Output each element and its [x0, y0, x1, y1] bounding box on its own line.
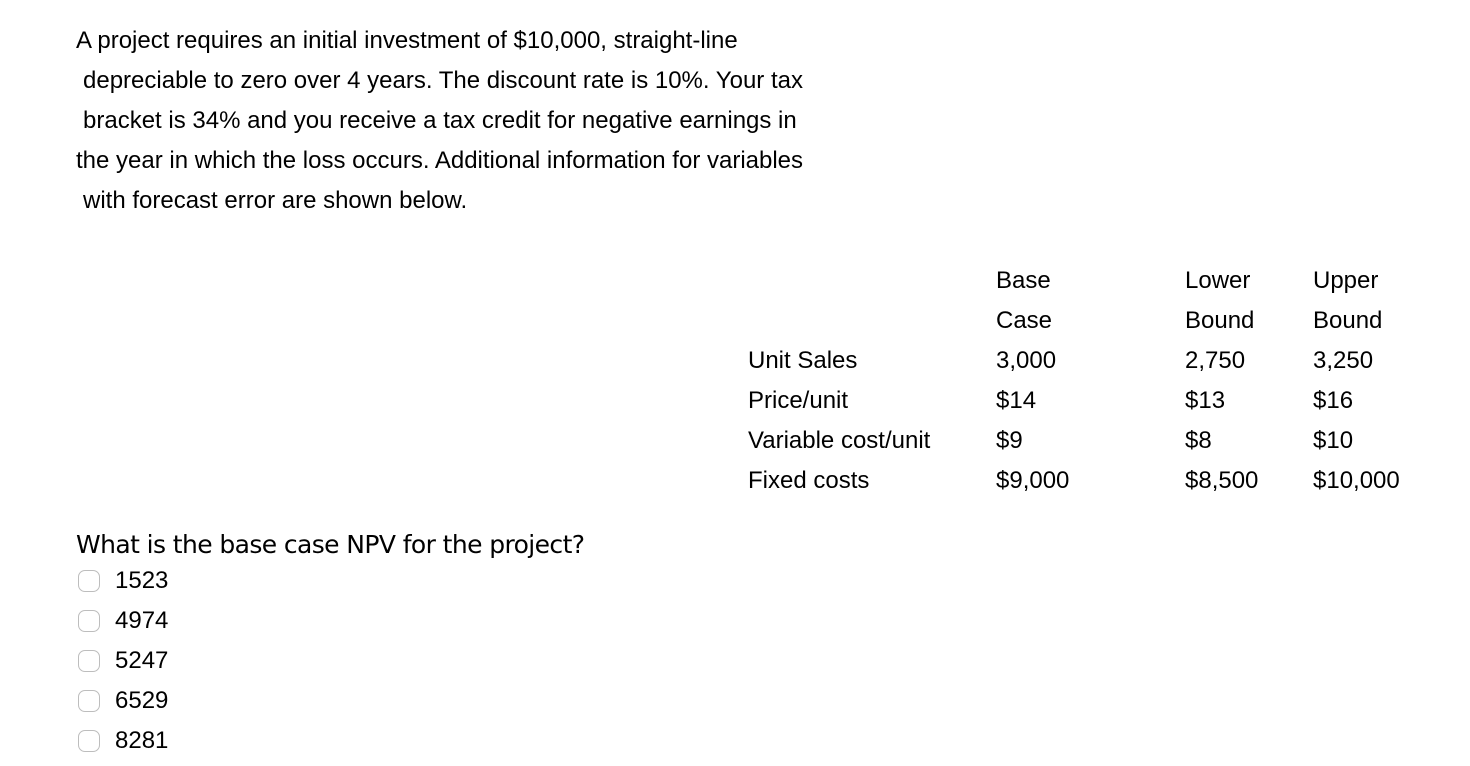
- base-case-value: $9,000: [996, 467, 1070, 494]
- option-label: 6529: [115, 687, 169, 714]
- upper-bound-value: $10: [1313, 427, 1354, 454]
- header-base-line1: Base: [996, 267, 1051, 294]
- upper-bound-value: 3,250: [1313, 347, 1374, 374]
- row-label: Fixed costs: [748, 467, 870, 494]
- answer-option[interactable]: [78, 681, 278, 721]
- base-case-value: 3,000: [996, 347, 1057, 374]
- radio-button[interactable]: [78, 690, 100, 712]
- header-lower-line1: Lower: [1185, 267, 1251, 294]
- answer-option[interactable]: [78, 601, 278, 641]
- problem-line: the year in which the loss occurs. Additional information for variables: [76, 147, 804, 174]
- lower-bound-value: 2,750: [1185, 347, 1246, 374]
- forecast-table: [0, 261, 1470, 501]
- radio-button[interactable]: [78, 570, 100, 592]
- option-label: 5247: [115, 647, 169, 674]
- radio-button[interactable]: [78, 730, 100, 752]
- option-label: 8281: [115, 727, 169, 754]
- problem-line: with forecast error are shown below.: [83, 187, 468, 214]
- radio-button[interactable]: [78, 610, 100, 632]
- radio-button[interactable]: [78, 650, 100, 672]
- lower-bound-value: $8: [1185, 427, 1212, 454]
- upper-bound-value: $16: [1313, 387, 1354, 414]
- problem-line: bracket is 34% and you receive a tax credit for negative earnings in: [83, 107, 797, 134]
- base-case-value: $9: [996, 427, 1023, 454]
- header-lower-line2: Bound: [1185, 307, 1255, 334]
- answer-option[interactable]: [78, 561, 278, 601]
- header-upper-line1: Upper: [1313, 267, 1379, 294]
- option-label: 1523: [115, 567, 169, 594]
- header-upper-line2: Bound: [1313, 307, 1383, 334]
- row-label: Unit Sales: [748, 347, 858, 374]
- upper-bound-value: $10,000: [1313, 467, 1400, 494]
- question-text: What is the base case NPV for the project?: [76, 530, 585, 559]
- problem-line: depreciable to zero over 4 years. The discount rate is 10%. Your tax: [83, 67, 803, 94]
- header-base-line2: Case: [996, 307, 1053, 334]
- problem-line: A project requires an initial investment of $10,000, straight-line: [76, 27, 738, 54]
- row-label: Price/unit: [748, 387, 849, 414]
- lower-bound-value: $8,500: [1185, 467, 1259, 494]
- base-case-value: $14: [996, 387, 1037, 414]
- option-label: 4974: [115, 607, 169, 634]
- answer-option[interactable]: [78, 641, 278, 681]
- lower-bound-value: $13: [1185, 387, 1226, 414]
- answer-option[interactable]: [78, 721, 278, 761]
- row-label: Variable cost/unit: [748, 427, 931, 454]
